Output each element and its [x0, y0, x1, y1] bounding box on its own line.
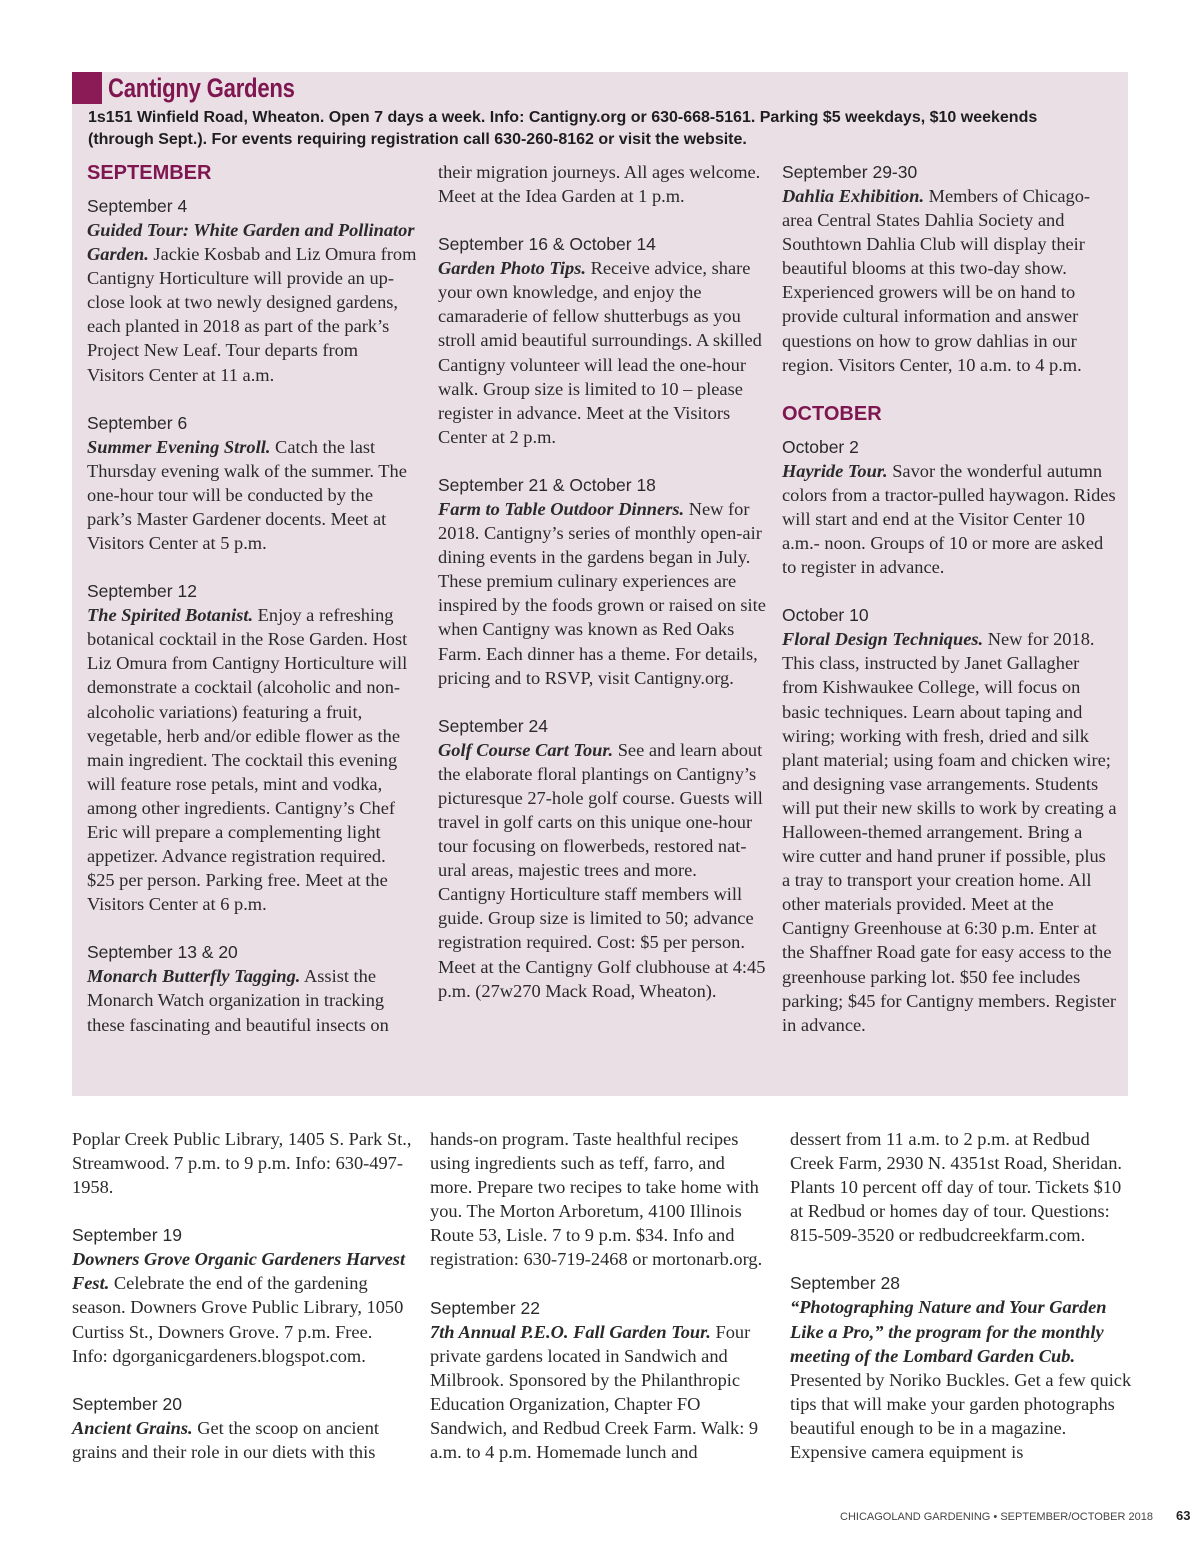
event-date: September 19: [72, 1225, 182, 1246]
event-entry: [87, 940, 417, 1036]
event-text: Four private gardens located in Sandwich and Milbrook. Sponsored by the Philanthropic Education Organization, Chapter FO Sandwich, and Redbud Creek Farm. Walk: 9 a.m. to 4 p.m. Homemade lunch and: [430, 1321, 759, 1463]
event-title: Dahlia Exhibition.: [782, 186, 925, 206]
event-date: September 22: [430, 1297, 540, 1318]
event-date: October 10: [782, 605, 869, 626]
event-date: October 2: [782, 436, 859, 457]
event-text: Savor the wonderful autumn colors from a tractor-pulled haywagon. Rides will start and end at the Visitor Center 10 a.m.- noon. Groups of 10 or more are asked to register in advance.: [782, 460, 1116, 578]
lower-column-2: [430, 1127, 770, 1488]
page-number: 63: [1176, 1508, 1191, 1523]
event-text: Presented by Noriko Buckles. Get a few quick tips that will make your garden photographs beautiful enough to be in a magazine. Expensive camera equipment is: [790, 1369, 1132, 1463]
event-text: See and learn about the elaborate floral plantings on Cantigny’s picturesque 27-hole golf course. Guests will travel in golf carts on this unique one-hour tour focusing on flowerbeds, restored natural areas, majestic trees and more. Cantigny Horticulture staff members will guide. Group size is limited to 50; advance registration required. Cost: $5 per person. Meet at the Cantigny Golf clubhouse at 4:45 p.m. (27w270 Mack Road, Wheaton).: [438, 739, 766, 1001]
event-entry: [430, 1296, 770, 1465]
month-heading-october: OCTOBER: [782, 402, 882, 425]
event-continuation: their migration journeys. All ages welcome. Meet at the Idea Garden at 1 p.m.: [438, 162, 761, 207]
event-date: September 13 & 20: [87, 942, 238, 963]
month-heading-september: SEPTEMBER: [87, 162, 212, 184]
box-column-1: [87, 160, 417, 1061]
event-entry: [790, 1271, 1135, 1464]
event-date: September 16 & October 14: [438, 234, 656, 255]
event-text: Catch the last Thursday evening walk of the summer. The one-hour tour will be conducted by the park’s Master Gardener docents. Meet at Visitors Center at 5 p.m.: [87, 436, 407, 554]
event-entry: [782, 160, 1117, 377]
event-text: Get the scoop on ancient grains and their role in our diets with this: [72, 1417, 379, 1462]
event-text: Enjoy a refreshing botanical cocktail in the Rose Garden. Host Liz Omura from Cantigny Horticulture will demonstrate a cocktail (alcoholic and non-alcoholic variations) featuring a fruit, vegetable, herb and/or edible flower as the main ingredient. The cocktail this evening will feature rose petals, mint and vodka, among other ingredients. Cantigny’s Chef Eric will prepare a complementing light appetizer. Advance registration required. $25 per person. Parking free. Meet at the Visitors Center at 6 p.m.: [87, 605, 408, 915]
event-text: Receive advice, share your own knowledge, and enjoy the camaraderie of fellow shutterbugs as you stroll amid beautiful surroundings. A skilled Cantigny volunteer will lead the one-hour walk. Group size is limited to 10 – please register in advance. Meet at the Visitors Center at 2 p.m.: [438, 258, 762, 447]
event-entry: [782, 435, 1117, 579]
box-title: Cantigny Gardens: [108, 72, 295, 103]
event-entry: [438, 473, 768, 690]
event-text: Members of Chicago-area Central States Dahlia Society and Southtown Dahlia Club will display their beautiful blooms at this two-day show. Experienced growers will be on hand to provide cultural information and answer questions on how to grow dahlias in our region. Visitors Center, 10 a.m. to 4 p.m.: [782, 186, 1091, 375]
box-info: 1s151 Winfield Road, Wheaton. Open 7 days a week. Info: Cantigny.org or 630-668-5161. Parking $5 weekdays, $10 weekends (through Sept.). For events requiring registration call 630-260-8162 or visit the website.: [88, 109, 1038, 148]
lower-column-1: [72, 1127, 412, 1488]
event-date: September 12: [87, 581, 197, 602]
event-date: September 29-30: [782, 162, 918, 182]
event-title: Summer Evening Stroll.: [87, 436, 271, 457]
event-title: Hayride Tour.: [782, 460, 888, 481]
event-date: September 21 & October 18: [438, 474, 656, 495]
event-entry: [87, 579, 417, 916]
footer-separator: •: [993, 1511, 998, 1523]
event-title: Garden Photo Tips.: [438, 258, 586, 279]
event-entry: [782, 603, 1117, 1037]
title-marker: [72, 72, 102, 104]
event-entry: [438, 232, 768, 449]
event-title: Monarch Butterfly Tagging.: [87, 966, 301, 987]
event-date: September 6: [87, 412, 188, 433]
event-title: 7th Annual P.E.O. Fall Garden Tour.: [430, 1321, 711, 1342]
footer-issue: SEPTEMBER/OCTOBER 2018: [1000, 1511, 1153, 1523]
event-text: New for 2018. Cantigny’s series of monthly open-air dining events in the gardens began in July. These premium culinary experiences are inspired by the foods grown or raised on site when Cantigny was known as Red Oaks Farm. Each dinner has a theme. For details, pricing and to RSVP, visit Cantigny.org.: [438, 498, 766, 688]
event-date: September 28: [790, 1273, 900, 1294]
event-title: Farm to Table Outdoor Dinners.: [438, 498, 685, 519]
event-text: Celebrate the end of the gardening season. Downers Grove Public Library, 1050 Curtiss St., Downers Grove. 7 p.m. Free. Info: dgorganicgardeners.blogspot.com.: [72, 1273, 404, 1366]
lower-column-3: [790, 1127, 1135, 1488]
event-entry: [72, 1392, 412, 1464]
footer-publication: CHICAGOLAND GARDENING: [840, 1511, 991, 1523]
event-date: September 20: [72, 1393, 182, 1414]
event-date: September 24: [438, 715, 548, 736]
page-footer: [840, 1508, 1191, 1523]
event-entry: [72, 1223, 412, 1367]
box-column-3: [782, 160, 1117, 1061]
event-title: Guided Tour: White Garden and Pollinator Garden.: [87, 220, 415, 265]
event-title: Downers Grove Organic Gardeners Harvest Fest.: [72, 1249, 406, 1294]
event-title: The Spirited Botanist.: [87, 605, 254, 626]
event-title: “Photographing Nature and Your Garden Like a Pro,” the program for the monthly meeting of the Lombard Garden Cub.: [790, 1297, 1107, 1366]
event-text: New for 2018. This class, instructed by Janet Gallagher from Kishwaukee College, will focus on basic techniques. Learn about taping and wiring; working with fresh, dried and silk plant material; using foam and chicken wire; and designing vase arrangements. Students will put their new skills to work by creating a Halloween-themed arrangement. Bring a wire cutter and hand pruner if possible, plus a tray to transport your creation home. All other materials provided. Meet at the Cantigny Greenhouse at 6:30 p.m. Enter at the Shaffner Road gate for easy access to the greenhouse parking lot. $50 fee includes parking; $45 for Cantigny members. Register in advance.: [782, 629, 1117, 1035]
box-header: [72, 72, 336, 104]
event-entry: [87, 194, 417, 387]
event-text: Assist the Monarch Watch organization in tracking these fascinating and beautiful insects on: [87, 966, 389, 1035]
event-continuation: hands-on program. Taste healthful recipes using ingredients such as teff, farro, and more. Prepare two recipes to take home with you. The Morton Arboretum, 4100 Illinois Route 53, Lisle. 7 to 9 p.m. $34. Info and registration: 630-719-2468 or mortonarb.org.: [430, 1129, 763, 1270]
event-entry: [87, 411, 417, 555]
event-title: Floral Design Techniques.: [782, 629, 984, 650]
lead-text: Poplar Creek Public Library, 1405 S. Park St., Streamwood. 7 p.m. to 9 p.m. Info: 630-497-1958.: [72, 1129, 412, 1198]
box-column-2: [438, 160, 768, 1027]
event-title: Ancient Grains.: [72, 1417, 193, 1438]
event-entry: [438, 714, 768, 1003]
event-continuation: dessert from 11 a.m. to 2 p.m. at Redbud Creek Farm, 2930 N. 4351st Road, Sheridan. Plants 10 percent off day of tour. Tickets $10 at Redbud or homes day of tour. Questions: 815-509-3520 or redbudcreekfarm.com.: [790, 1129, 1123, 1246]
event-text: Jackie Kosbab and Liz Omura from Cantigny Horticulture will provide an up-close look at two newly designed gardens, each planted in 2018 as part of the park’s Project New Leaf. Tour departs from Visitors Center at 11 a.m.: [87, 244, 417, 385]
event-date: September 4: [87, 196, 188, 216]
event-title: Golf Course Cart Tour.: [438, 739, 614, 760]
